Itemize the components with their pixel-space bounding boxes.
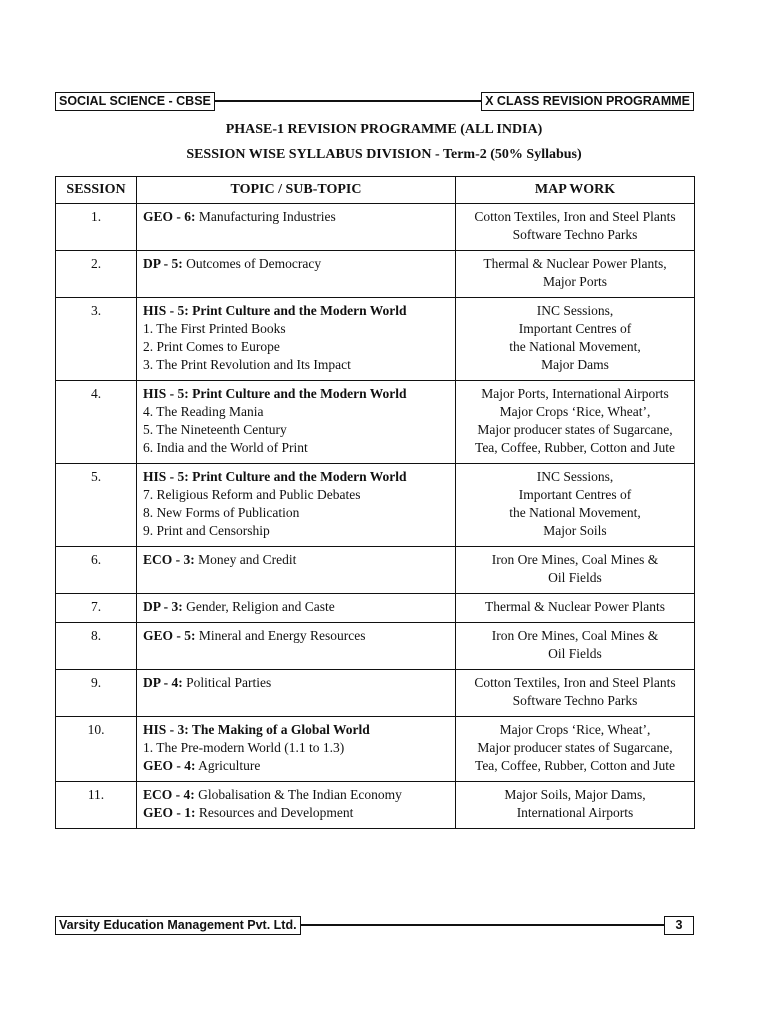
map-work-line: Cotton Textiles, Iron and Steel Plants <box>474 675 676 690</box>
topic-unit-tag: DP - 4: <box>143 675 183 690</box>
table-row <box>56 670 695 717</box>
topic-line <box>143 804 453 822</box>
map-work-line: the National Movement, <box>509 505 641 520</box>
topic-line <box>143 786 453 804</box>
map-work-line: the National Movement, <box>509 339 641 354</box>
map-work-line: Major Ports <box>542 274 608 289</box>
session-number: 4. <box>56 381 137 464</box>
map-work-line: Major producer states of Sugarcane, <box>477 422 673 437</box>
map-work-line: Major producer states of Sugarcane, <box>477 740 673 755</box>
map-work-line: Thermal & Nuclear Power Plants <box>485 599 665 614</box>
topic-text: Outcomes of Democracy <box>182 256 322 271</box>
topic-line <box>143 255 453 273</box>
topic-cell <box>137 464 456 547</box>
footer-company: Varsity Education Management Pvt. Ltd. <box>55 916 301 935</box>
map-work-cell <box>456 547 695 594</box>
map-work-line: Tea, Coffee, Rubber, Cotton and Jute <box>475 758 675 773</box>
map-work-line: INC Sessions, <box>536 469 614 484</box>
page-footer <box>55 916 694 936</box>
topic-cell <box>137 670 456 717</box>
topic-cell <box>137 594 456 623</box>
map-work-line: Software Techno Parks <box>512 227 638 242</box>
topic-text: 6. India and the World of Print <box>143 440 308 455</box>
map-work-cell <box>456 594 695 623</box>
map-work-cell <box>456 381 695 464</box>
topic-cell <box>137 381 456 464</box>
topic-cell <box>137 547 456 594</box>
session-number: 3. <box>56 298 137 381</box>
page-header <box>55 92 694 112</box>
header-programme: X CLASS REVISION PROGRAMME <box>481 92 694 111</box>
map-work-line: Major Ports, International Airports <box>481 386 669 401</box>
map-work-line: Software Techno Parks <box>512 693 638 708</box>
topic-cell <box>137 251 456 298</box>
map-work-line: Major Soils <box>543 523 607 538</box>
table-header-row <box>56 177 695 204</box>
page-title: PHASE-1 REVISION PROGRAMME (ALL INDIA) <box>225 122 543 137</box>
topic-text: 1. The Pre-modern World (1.1 to 1.3) <box>143 740 345 755</box>
map-work-line: Iron Ore Mines, Coal Mines & <box>491 552 659 567</box>
topic-line <box>143 721 453 739</box>
map-work-line: Major Soils, Major Dams, <box>504 787 646 802</box>
topic-line <box>143 208 453 226</box>
map-work-line: Iron Ore Mines, Coal Mines & <box>491 628 659 643</box>
topic-line <box>143 385 453 403</box>
map-work-line: International Airports <box>516 805 634 820</box>
topic-line <box>143 674 453 692</box>
syllabus-table <box>55 176 695 829</box>
map-work-line: Important Centres of <box>518 321 632 336</box>
table-row <box>56 717 695 782</box>
map-work-line: Thermal & Nuclear Power Plants, <box>483 256 667 271</box>
topic-line <box>143 757 453 775</box>
topic-unit-tag: HIS - 3: The Making of a Global World <box>143 722 370 737</box>
topic-text: Resources and Development <box>195 805 354 820</box>
topic-unit-tag: HIS - 5: Print Culture and the Modern World <box>143 469 407 484</box>
topic-line <box>143 739 453 757</box>
session-number: 9. <box>56 670 137 717</box>
table-row <box>56 464 695 547</box>
topic-line <box>143 468 453 486</box>
table-row <box>56 594 695 623</box>
topic-text: Political Parties <box>182 675 272 690</box>
topic-text: 4. The Reading Mania <box>143 404 264 419</box>
topic-text: Money and Credit <box>194 552 297 567</box>
topic-text: Globalisation & The Indian Economy <box>194 787 402 802</box>
table-row <box>56 204 695 251</box>
topic-unit-tag: GEO - 4: <box>143 758 196 773</box>
column-header-topic: TOPIC / SUB-TOPIC <box>137 177 456 204</box>
map-work-line: Oil Fields <box>548 570 602 585</box>
topic-unit-tag: GEO - 1: <box>143 805 196 820</box>
session-number: 1. <box>56 204 137 251</box>
topic-line <box>143 421 453 439</box>
map-work-cell <box>456 782 695 829</box>
topic-text: 2. Print Comes to Europe <box>143 339 280 354</box>
map-work-line: Important Centres of <box>518 487 632 502</box>
map-work-line: Major Dams <box>541 357 609 372</box>
topic-line <box>143 598 453 616</box>
topic-text: Manufacturing Industries <box>195 209 336 224</box>
topic-line <box>143 439 453 457</box>
topic-cell <box>137 717 456 782</box>
map-work-cell <box>456 298 695 381</box>
topic-text: 1. The First Printed Books <box>143 321 286 336</box>
topic-unit-tag: DP - 5: <box>143 256 183 271</box>
map-work-line: Oil Fields <box>548 646 602 661</box>
topic-unit-tag: GEO - 6: <box>143 209 196 224</box>
session-number: 10. <box>56 717 137 782</box>
table-row <box>56 381 695 464</box>
map-work-line: INC Sessions, <box>536 303 614 318</box>
page-subtitle: SESSION WISE SYLLABUS DIVISION - Term-2 (50% Syllabus) <box>186 147 582 162</box>
table-row <box>56 782 695 829</box>
topic-line <box>143 356 453 374</box>
session-number: 7. <box>56 594 137 623</box>
session-number: 11. <box>56 782 137 829</box>
topic-text: 8. New Forms of Publication <box>143 505 300 520</box>
topic-line <box>143 338 453 356</box>
table-row <box>56 623 695 670</box>
topic-text: Gender, Religion and Caste <box>182 599 335 614</box>
map-work-cell <box>456 670 695 717</box>
topic-cell <box>137 782 456 829</box>
session-number: 6. <box>56 547 137 594</box>
session-number: 5. <box>56 464 137 547</box>
map-work-cell <box>456 464 695 547</box>
topic-line <box>143 403 453 421</box>
table-row <box>56 251 695 298</box>
table-row <box>56 547 695 594</box>
topic-line <box>143 504 453 522</box>
topic-unit-tag: HIS - 5: Print Culture and the Modern World <box>143 386 407 401</box>
map-work-line: Cotton Textiles, Iron and Steel Plants <box>474 209 676 224</box>
topic-unit-tag: DP - 3: <box>143 599 183 614</box>
map-work-cell <box>456 204 695 251</box>
topic-text: 9. Print and Censorship <box>143 523 270 538</box>
topic-cell <box>137 298 456 381</box>
page-number: 3 <box>664 916 694 935</box>
header-subject: SOCIAL SCIENCE - CBSE <box>55 92 215 111</box>
topic-line <box>143 522 453 540</box>
map-work-line: Major Crops ‘Rice, Wheat’, <box>499 404 651 419</box>
topic-text: Mineral and Energy Resources <box>195 628 366 643</box>
session-number: 2. <box>56 251 137 298</box>
topic-unit-tag: GEO - 5: <box>143 628 196 643</box>
topic-text: Agriculture <box>195 758 261 773</box>
map-work-cell <box>456 717 695 782</box>
topic-line <box>143 551 453 569</box>
session-number: 8. <box>56 623 137 670</box>
topic-cell <box>137 204 456 251</box>
topic-line <box>143 302 453 320</box>
topic-text: 5. The Nineteenth Century <box>143 422 287 437</box>
column-header-map-work: MAP WORK <box>456 177 695 204</box>
map-work-line: Major Crops ‘Rice, Wheat’, <box>499 722 651 737</box>
topic-cell <box>137 623 456 670</box>
topic-text: 3. The Print Revolution and Its Impact <box>143 357 351 372</box>
topic-line <box>143 627 453 645</box>
map-work-cell <box>456 251 695 298</box>
topic-text: 7. Religious Reform and Public Debates <box>143 487 361 502</box>
topic-line <box>143 320 453 338</box>
column-header-session: SESSION <box>56 177 137 204</box>
topic-unit-tag: ECO - 4: <box>143 787 195 802</box>
map-work-cell <box>456 623 695 670</box>
topic-unit-tag: ECO - 3: <box>143 552 195 567</box>
topic-line <box>143 486 453 504</box>
table-row <box>56 298 695 381</box>
map-work-line: Tea, Coffee, Rubber, Cotton and Jute <box>475 440 675 455</box>
topic-unit-tag: HIS - 5: Print Culture and the Modern World <box>143 303 407 318</box>
